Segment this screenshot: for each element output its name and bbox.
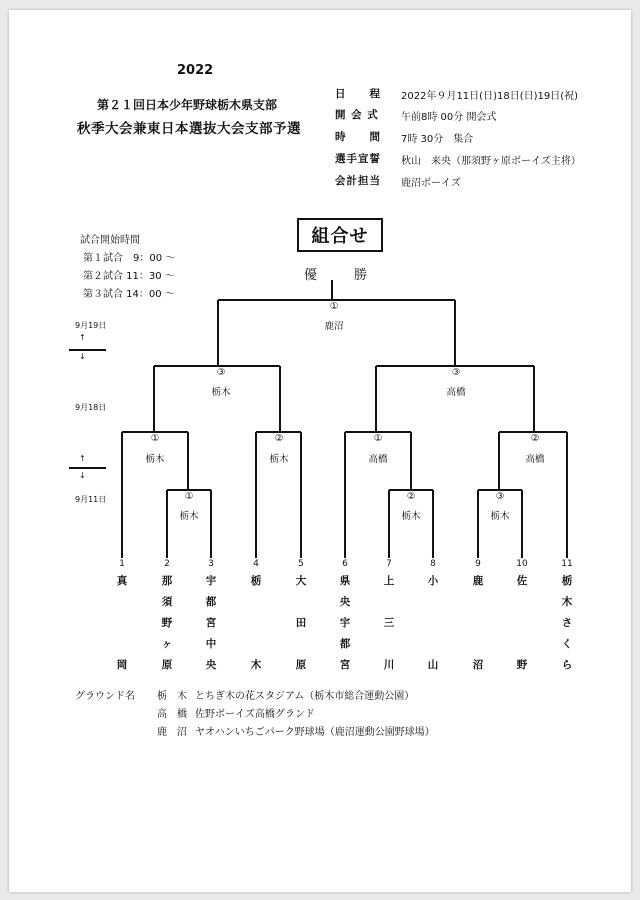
info-value-oath: 秋山 来央（那須野ヶ原ボーイズ主将）	[401, 156, 581, 167]
team-char: 野	[161, 617, 173, 629]
r1c-venue: 栃木	[490, 511, 510, 522]
team-number: 4	[253, 559, 259, 569]
team-char: ヶ	[161, 638, 173, 650]
info-value-opening: 午前8時 00分 開会式	[401, 112, 497, 123]
team-number: 2	[164, 559, 170, 569]
semi-right-game-number: ③	[451, 367, 461, 378]
r1b-game-number: ②	[406, 491, 416, 502]
team-char: 川	[383, 659, 395, 671]
qf1-game-number: ①	[150, 433, 160, 444]
team-char: 宮	[205, 617, 217, 629]
year-heading: 2022	[177, 63, 214, 78]
ground-detail-kanuma: ヤオハンいちごパーク野球場（鹿沼運動公園野球場）	[195, 727, 435, 738]
team-char: 山	[427, 659, 439, 671]
document-page	[9, 10, 631, 892]
team-char: 原	[161, 659, 173, 671]
team-char: 原	[295, 659, 307, 671]
team-char: 鹿	[472, 575, 484, 587]
qf3-venue: 高橋	[368, 454, 388, 465]
info-label-oath: 選手宣誓	[335, 153, 381, 165]
date-sep-11: 9月11日	[75, 495, 107, 504]
team-number: 9	[475, 559, 481, 569]
team-char: ら	[561, 659, 573, 671]
team-char: 央	[205, 659, 217, 671]
team-number: 8	[430, 559, 436, 569]
team-char: 大	[295, 575, 307, 587]
qf2-game-number: ②	[274, 433, 284, 444]
schedule-item-2: 第２試合 11：30 ～	[83, 271, 175, 282]
team-char: 木	[561, 596, 573, 608]
team-char: 県	[339, 575, 351, 587]
team-char: 沼	[472, 659, 484, 671]
team-char: 宮	[339, 659, 351, 671]
team-char: 岡	[116, 659, 128, 671]
team-char: 真	[116, 575, 128, 587]
date-sep-18: 9月18日	[75, 403, 107, 412]
bracket-title: 組合せ	[311, 226, 369, 247]
team-number: 10	[516, 559, 528, 569]
team-char: 上	[383, 575, 395, 587]
info-label-schedule: 日 程	[335, 88, 381, 100]
team-char: 那	[161, 575, 173, 587]
ground-name-takahashi: 高 橋	[157, 709, 187, 720]
schedule-item-3: 第３試合 14：00 ～	[83, 289, 175, 300]
qf2-venue: 栃木	[269, 454, 289, 465]
r1b-venue: 栃木	[401, 511, 421, 522]
final-game-number: ①	[329, 301, 339, 312]
team-number: 7	[386, 559, 392, 569]
ground-detail-tochigi: とちぎ木の花スタジアム（栃木市総合運動公園）	[195, 691, 415, 702]
team-char: 都	[205, 596, 217, 608]
semi-left-venue: 栃木	[211, 387, 231, 398]
team-number: 1	[119, 559, 125, 569]
info-label-time: 時 間	[335, 131, 381, 143]
team-char: 栃	[561, 575, 573, 587]
team-char: 中	[205, 638, 217, 650]
semi-right-venue: 高橋	[446, 387, 466, 398]
arrow-down-icon: ↓	[79, 352, 86, 361]
team-number: 11	[561, 559, 573, 569]
ground-label: グラウンド名	[75, 691, 135, 702]
team-number: 6	[342, 559, 348, 569]
ground-name-tochigi: 栃 木	[157, 691, 187, 702]
team-char: 宇	[339, 617, 351, 629]
team-char: 小	[427, 575, 439, 587]
team-char: 佐	[516, 575, 528, 587]
team-char: 三	[383, 617, 395, 629]
team-char: く	[561, 638, 573, 650]
team-char: 田	[295, 617, 307, 629]
team-char: 須	[161, 596, 173, 608]
info-label-accounting: 会計担当	[335, 175, 381, 187]
champion-label: 優 勝	[304, 268, 380, 283]
arrow-up-icon: ↑	[79, 333, 86, 342]
semi-left-game-number: ③	[216, 367, 226, 378]
arrow-up-icon: ↑	[79, 454, 86, 463]
r1a-venue: 栃木	[179, 511, 199, 522]
info-value-time: 7時 30分 集合	[401, 134, 474, 145]
team-char: 野	[516, 659, 528, 671]
team-char: 宇	[205, 575, 217, 587]
qf3-game-number: ①	[373, 433, 383, 444]
info-value-schedule: 2022年９月11日(日)18日(日)19日(祝)	[401, 91, 579, 102]
r1c-game-number: ③	[495, 491, 505, 502]
arrow-down-icon: ↓	[79, 471, 86, 480]
date-sep-19: 9月19日	[75, 321, 107, 330]
info-label-opening: 開 会 式	[335, 109, 379, 121]
qf4-venue: 高橋	[525, 454, 545, 465]
team-char: 都	[339, 638, 351, 650]
info-value-accounting: 鹿沼ボーイズ	[401, 178, 461, 189]
schedule-item-1: 第１試合 9：00 ～	[83, 253, 176, 264]
title-line-1: 第２１回日本少年野球栃木県支部	[97, 98, 278, 112]
schedule-heading: 試合開始時間	[80, 235, 140, 246]
ground-name-kanuma: 鹿 沼	[157, 727, 187, 738]
team-char: 栃	[250, 575, 262, 587]
team-char: 央	[339, 596, 351, 608]
team-char: さ	[561, 617, 573, 629]
team-number: 3	[208, 559, 214, 569]
qf4-game-number: ②	[530, 433, 540, 444]
r1a-game-number: ①	[184, 491, 194, 502]
team-char: 木	[250, 659, 262, 671]
team-number: 5	[298, 559, 304, 569]
final-venue: 鹿沼	[324, 321, 344, 332]
ground-detail-takahashi: 佐野ボーイズ高橋グランド	[195, 709, 315, 720]
qf1-venue: 栃木	[145, 454, 165, 465]
title-line-2: 秋季大会兼東日本選抜大会支部予選	[77, 121, 301, 137]
